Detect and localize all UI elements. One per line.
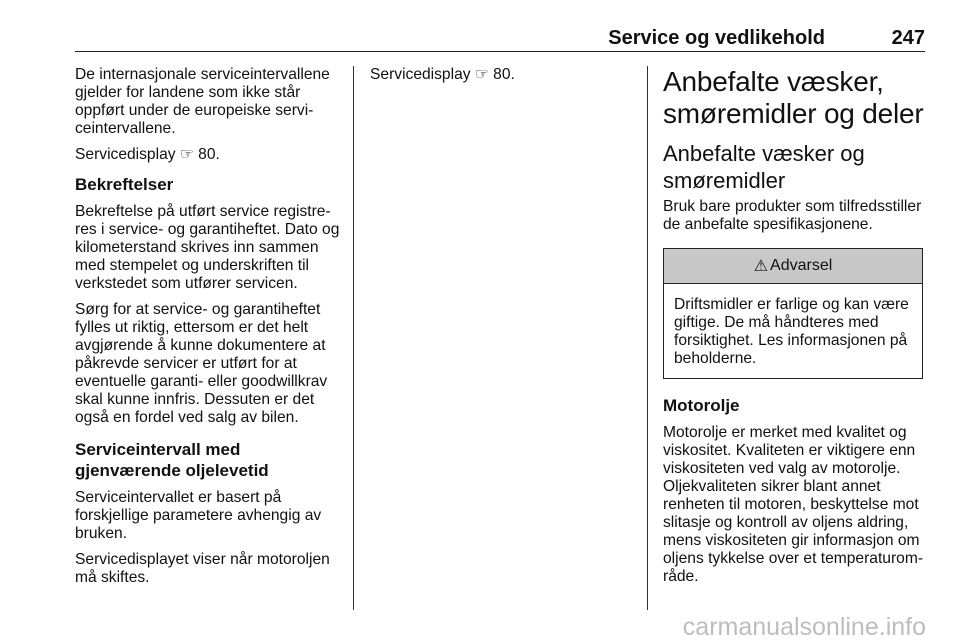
warning-body <box>664 284 922 378</box>
paragraph-intervals: De internasjonale serviceintervallene gjelder for landene som ikke står oppført under de europeiske serviceintervallene. <box>75 66 330 137</box>
heading-serviceintervall: Serviceintervall med gjenværende oljelevetid <box>75 440 269 480</box>
column-1 <box>75 66 343 595</box>
warning-title: Advarsel <box>770 257 833 274</box>
column-divider-2 <box>647 66 648 610</box>
watermark: carmanualsonline.info <box>682 613 926 641</box>
paragraph-parametere: Serviceintervallet er basert på forskjellige parametere avhengig av bruken. <box>75 489 322 542</box>
heading-motorolje: Motorolje <box>663 396 740 415</box>
paragraph-motoroljen: Servicedisplayet viser når motoroljen må skiftes. <box>75 551 330 586</box>
paragraph-spesifikasjoner: Bruk bare produkter som tilfredsstiller de anbefalte spesifikasjonene. <box>663 198 922 233</box>
paragraph-servicedisplay-ref-2: Servicedisplay ☞ 80. <box>370 66 515 83</box>
warning-header <box>664 249 922 284</box>
section-title: Service og vedlikehold <box>608 27 825 49</box>
paragraph-garantiheftet: Sørg for at service- og garantiheftet fylles ut riktig, ettersom er det helt avgjørende å kunne dokumentere at påkrevde servicer er utført for at eventuelle garanti- eller goodwillkrav skal kunne innfris. Dessuten er det også en fordel ved salg av bilen. <box>75 301 328 426</box>
warning-triangle-icon: ⚠ <box>753 258 769 275</box>
page-header <box>75 27 925 52</box>
column-divider-1 <box>353 66 354 610</box>
warning-box <box>663 248 923 379</box>
paragraph-bekreftelse: Bekreftelse på utført service registreres i service- og garantiheftet. Dato og kilometerstand skrives inn sammen med stempelet og underskriften til verkstedet som utfører servicen. <box>75 203 340 292</box>
page-number: 247 <box>891 27 925 49</box>
warning-text: Driftsmidler er farlige og kan være giftige. De må håndteres med forsiktighet. Les informasjonen på beholderne. <box>674 296 909 367</box>
column-3 <box>663 66 929 594</box>
column-2 <box>370 66 630 92</box>
heading-anbefalte-vaesker: Anbefalte væsker og smøremidler <box>663 141 865 193</box>
paragraph-servicedisplay-ref: Servicedisplay ☞ 80. <box>75 146 220 163</box>
paragraph-motorolje: Motorolje er merket med kvalitet og viskositet. Kvaliteten er viktigere enn viskositeten ved valg av motorolje. Oljekvaliteten sikrer blant annet renheten til motoren, beskyttelse mot slitasje og kontroll av oljens aldring, mens viskositeten gir informasjon om oljens tykkelse over et temperaturområde. <box>663 424 924 585</box>
heading-anbefalte-deler: Anbefalte væsker, smøremidler og deler <box>663 66 924 129</box>
heading-bekreftelser: Bekreftelser <box>75 175 174 194</box>
